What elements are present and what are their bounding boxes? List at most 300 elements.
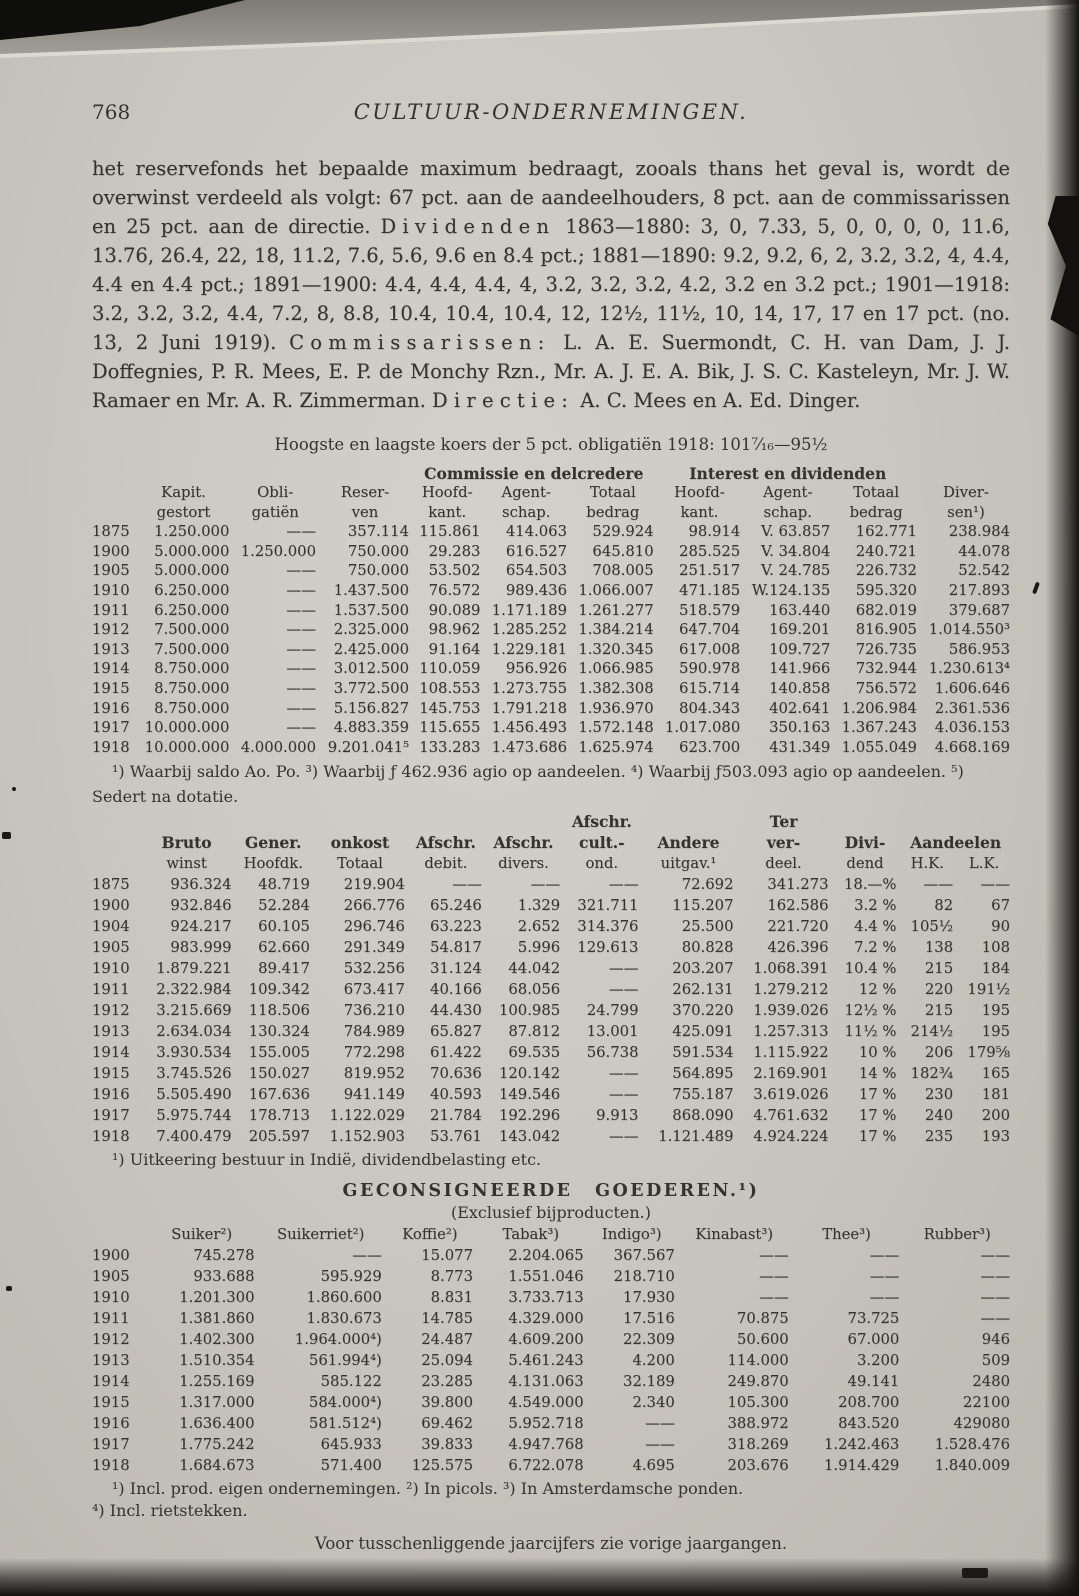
table-cell: 9.201.041⁵ <box>327 738 410 756</box>
table-cell: 143.042 <box>498 1128 561 1146</box>
table-cell: 249.870 <box>727 1373 789 1391</box>
table-cell: 203.676 <box>727 1457 789 1475</box>
table-cell: Kinabast³) <box>695 1226 774 1244</box>
table-cell: V. 24.785 <box>761 562 831 580</box>
table-cell: 1.320.345 <box>578 640 654 658</box>
table-cell: 2.169.901 <box>753 1065 829 1083</box>
table-cell: schap. <box>502 503 551 521</box>
profit-table-header <box>92 811 1010 874</box>
table-cell: Koffie²) <box>402 1226 458 1244</box>
table-cell: deel. <box>765 855 802 873</box>
table-cell: 1900 <box>92 542 130 560</box>
table-cell: 11½ % <box>844 1023 897 1041</box>
table-cell: debit. <box>424 855 468 873</box>
scan-speck <box>6 1286 12 1291</box>
table-cell: 732.944 <box>855 660 917 678</box>
table-cell: 1916 <box>92 1415 130 1433</box>
table-cell: 1911 <box>92 981 130 999</box>
table-cell: 10.4 % <box>844 960 897 978</box>
table-cell: 1.537.500 <box>333 601 410 619</box>
scan-speck <box>2 832 11 839</box>
table-cell: 414.063 <box>505 523 568 541</box>
table-cell: 1.964.000⁴) <box>294 1331 382 1349</box>
table-cell: 4.761.632 <box>753 1107 829 1125</box>
table-cell: 39.833 <box>421 1436 473 1454</box>
table-cell: 15.077 <box>421 1247 473 1265</box>
table-cell: 150.027 <box>248 1065 310 1083</box>
table-row <box>92 679 1010 699</box>
page-content <box>92 100 1010 1553</box>
table-cell: 69.535 <box>508 1044 561 1062</box>
table-cell: —— <box>980 1310 1010 1328</box>
table-cell: 65.827 <box>430 1023 482 1041</box>
table-cell: 1904 <box>92 918 130 936</box>
table-cell: —— <box>608 960 639 978</box>
table-cell: 750.000 <box>347 542 410 560</box>
table-row <box>92 640 1010 660</box>
table-cell: 1916 <box>92 1086 130 1104</box>
table-cell <box>92 811 137 832</box>
table-cell: Suikerriet²) <box>276 1226 365 1244</box>
table-cell <box>917 464 1010 484</box>
table-cell: 1918 <box>92 738 130 756</box>
table-cell: gestort <box>156 503 211 521</box>
table-cell: 5.000.000 <box>154 562 230 580</box>
table-cell: 1.936.970 <box>578 699 654 717</box>
table-cell: 115.207 <box>672 897 734 915</box>
table-cell: 772.298 <box>343 1044 405 1062</box>
table-cell: 3.619.026 <box>753 1086 829 1104</box>
table-cell: 616.527 <box>505 542 568 560</box>
table-row <box>92 1350 1010 1371</box>
table-cell: Tabak³) <box>502 1226 560 1244</box>
table-cell: 1.437.500 <box>333 582 410 600</box>
table-cell: 60.105 <box>258 918 310 936</box>
table-cell: Totaal <box>853 484 900 502</box>
table-cell: 56.738 <box>586 1044 639 1062</box>
table-cell: —— <box>980 1247 1010 1265</box>
table-cell: 6.250.000 <box>154 582 230 600</box>
table-cell: 40.593 <box>430 1086 482 1104</box>
table-cell: 8.831 <box>430 1289 473 1307</box>
table-row <box>92 1434 1010 1455</box>
table-cell: 3.200 <box>856 1352 900 1370</box>
table-cell: 1.572.148 <box>578 719 654 737</box>
table-cell: 40.166 <box>430 981 482 999</box>
table-cell: 219.904 <box>343 876 405 894</box>
table-cell: 115.655 <box>419 719 481 737</box>
table-cell: 240 <box>924 1107 954 1125</box>
table-row <box>92 1000 1010 1021</box>
table-cell: 4.000.000 <box>240 738 316 756</box>
paragraph-part-3: L. A. E. Suermondt, C. H. van Dam, J. J. Doffegnies, P. R. Mees, E. P. de Monchy Rzn., Mr. A. J. E. A. Bik, J. S. C. Kasteleyn, Mr. J. W. Ramaer en Mr. A. R. Zimmerman. <box>92 331 1010 412</box>
table-cell: W.124.135 <box>751 582 831 600</box>
table-cell: 321.711 <box>577 897 639 915</box>
table-cell: 17 % <box>858 1128 897 1146</box>
table-cell: ven <box>351 503 379 521</box>
table-cell: Diver- <box>943 484 989 502</box>
profit-table-body <box>92 874 1010 1147</box>
table-cell: 4.329.000 <box>508 1310 584 1328</box>
table-cell: 110.059 <box>419 660 481 678</box>
table-cell: 17.516 <box>623 1310 675 1328</box>
table-cell: 946 <box>981 1331 1010 1349</box>
dividenden-label: Dividenden <box>380 215 556 238</box>
table-cell: 291.349 <box>343 939 405 957</box>
table-row <box>92 916 1010 937</box>
table-cell: 357.114 <box>347 523 410 541</box>
table-cell: 7.400.479 <box>156 1128 232 1146</box>
table-cell: 318.269 <box>727 1436 789 1454</box>
table-cell: 67 <box>991 897 1010 915</box>
table-cell: kant. <box>680 503 719 521</box>
table-cell: 108.553 <box>419 680 481 698</box>
table-row <box>92 718 1010 738</box>
table-cell: schap. <box>763 503 812 521</box>
table-cell: H.K. <box>910 855 944 873</box>
table-cell: 192.296 <box>498 1107 561 1125</box>
table-cell: 471.185 <box>679 582 741 600</box>
table-cell: 2.361.536 <box>934 699 1010 717</box>
table-cell: —— <box>608 1086 639 1104</box>
table-row <box>92 503 1010 523</box>
table-cell: 1.791.218 <box>491 699 568 717</box>
table-cell: 52.542 <box>958 562 1010 580</box>
running-title: CULTUUR-ONDERNEMINGEN. <box>353 100 749 124</box>
table-cell: —— <box>923 876 954 894</box>
table-cell: 39.800 <box>421 1394 473 1412</box>
table-cell: 1.055.049 <box>841 738 917 756</box>
table-cell: 10 % <box>858 1044 897 1062</box>
table-cell: 149.546 <box>498 1086 561 1104</box>
table-cell: Hoofd- <box>421 484 473 502</box>
table-cell: 179⅝ <box>967 1044 1010 1062</box>
table-cell: —— <box>645 1436 675 1454</box>
table-cell: 169.201 <box>769 621 831 639</box>
table-cell: 1910 <box>92 960 130 978</box>
table-cell: kant. <box>428 503 467 521</box>
table-cell: Totaal <box>336 855 383 873</box>
table-cell: cult.- <box>579 833 625 853</box>
table-cell: 1918 <box>92 1457 130 1475</box>
table-cell: 2.652 <box>517 918 561 936</box>
table-cell <box>638 811 733 832</box>
table-cell: —— <box>759 1289 789 1307</box>
table-cell <box>829 811 897 832</box>
table-cell: 956.926 <box>505 660 568 678</box>
goods-table <box>92 1224 1010 1476</box>
table-row <box>92 958 1010 979</box>
table-row <box>92 738 1010 758</box>
table-cell: —— <box>645 1415 675 1433</box>
table-cell: 203.207 <box>672 960 734 978</box>
table-cell: —— <box>286 719 316 737</box>
table-row <box>92 1308 1010 1329</box>
table-row <box>92 659 1010 679</box>
table-row <box>92 522 1010 542</box>
table-cell: 70.875 <box>736 1310 789 1328</box>
table-cell: 141.966 <box>769 660 831 678</box>
table-cell: 1.257.313 <box>753 1023 829 1041</box>
table-cell: 1.317.000 <box>179 1394 255 1412</box>
table-cell: 1.066.007 <box>578 582 654 600</box>
table-row <box>92 464 1010 484</box>
table-cell: 63.223 <box>430 918 482 936</box>
table-cell: 118.506 <box>248 1002 310 1020</box>
table-cell: 133.283 <box>419 738 481 756</box>
table-cell: 2.425.000 <box>333 640 410 658</box>
table-cell: 1.939.026 <box>753 1002 829 1020</box>
table-cell: 1.384.214 <box>578 621 654 639</box>
table-cell: 8.750.000 <box>154 680 230 698</box>
table-cell: 1917 <box>92 1436 130 1454</box>
table-cell: 1900 <box>92 1247 130 1265</box>
table-cell: 1916 <box>92 699 130 717</box>
table-cell: 65.246 <box>430 897 482 915</box>
table-cell: 750.000 <box>347 562 410 580</box>
table-cell: 1915 <box>92 1065 130 1083</box>
table-cell: 12½ % <box>844 1002 897 1020</box>
table-cell: 4.036.153 <box>934 719 1010 737</box>
table-cell: 61.422 <box>430 1044 482 1062</box>
table-cell: 21.784 <box>430 1107 482 1125</box>
table-cell: Rubber³) <box>923 1226 991 1244</box>
table-cell: 1913 <box>92 640 130 658</box>
table-cell: 983.999 <box>170 939 232 957</box>
table-cell: 1.201.300 <box>179 1289 255 1307</box>
goods-section-title: GECONSIGNEERDE GOEDEREN.¹) <box>342 1181 760 1202</box>
table-cell: 5.461.243 <box>508 1352 584 1370</box>
table-cell: 115.861 <box>419 523 481 541</box>
table-cell: 13.001 <box>586 1023 639 1041</box>
table-cell <box>92 464 409 484</box>
table-cell: —— <box>869 1247 900 1265</box>
table-cell: —— <box>452 876 482 894</box>
table-cell: Suiker²) <box>171 1226 233 1244</box>
table-cell: 1.510.354 <box>179 1352 255 1370</box>
table-cell: Indigo³) <box>601 1226 662 1244</box>
table-cell: 617.008 <box>679 640 741 658</box>
table-cell: 5.952.718 <box>508 1415 584 1433</box>
table-row <box>92 542 1010 562</box>
table-row <box>92 895 1010 916</box>
table-cell: 48.719 <box>258 876 310 894</box>
table-cell: 22.309 <box>623 1331 675 1349</box>
table-cell: 1.528.476 <box>934 1436 1010 1454</box>
table-cell: 1917 <box>92 719 130 737</box>
table-cell: 3.772.500 <box>333 680 410 698</box>
table-row <box>92 483 1010 503</box>
table-cell: V. 34.804 <box>761 542 831 560</box>
table-cell: 1.775.242 <box>179 1436 255 1454</box>
goods-table-header <box>92 1224 1010 1245</box>
table-cell: 341.273 <box>767 876 829 894</box>
table-cell: 1.017.080 <box>664 719 741 737</box>
table-row <box>92 1126 1010 1147</box>
table-cell: 426.396 <box>767 939 829 957</box>
finance-table-body <box>92 522 1010 757</box>
table-cell: 17.930 <box>623 1289 675 1307</box>
table-cell: 90.089 <box>428 601 481 619</box>
table-cell: 1.206.984 <box>841 699 917 717</box>
table-cell: 191½ <box>967 981 1010 999</box>
table-row <box>92 1287 1010 1308</box>
table-cell: dend <box>846 855 884 873</box>
table-cell: 1.382.308 <box>578 680 654 698</box>
table-cell: 1.122.029 <box>329 1107 405 1125</box>
table-cell: Interest en dividenden <box>689 463 887 483</box>
table-cell: 9.913 <box>596 1107 639 1125</box>
table-cell: 1.606.646 <box>934 680 1010 698</box>
table-cell: 370.220 <box>672 1002 734 1020</box>
table-cell: 262.131 <box>672 981 734 999</box>
table-cell: 1.014.550³ <box>928 621 1010 639</box>
table-cell: 32.189 <box>623 1373 675 1391</box>
table-cell: Afschr. <box>571 812 632 832</box>
table-cell: 165 <box>981 1065 1010 1083</box>
table-cell <box>896 811 1010 832</box>
table-cell: 350.163 <box>769 719 831 737</box>
table-cell: 932.846 <box>170 897 232 915</box>
table-cell: 1914 <box>92 660 130 678</box>
table-cell: 162.771 <box>855 523 917 541</box>
table-cell: 1.402.300 <box>179 1331 255 1349</box>
table-cell: 109.727 <box>769 640 831 658</box>
table-cell: V. 63.857 <box>761 523 831 541</box>
table-cell: 1.914.429 <box>824 1457 900 1475</box>
table-cell: 1.261.277 <box>578 601 654 619</box>
paragraph-part-4: A. C. Mees en A. Ed. Dinger. <box>574 389 861 412</box>
table-cell <box>310 811 405 832</box>
table-cell: bedrag <box>586 503 640 521</box>
table-cell: 1.840.009 <box>934 1457 1010 1475</box>
table-cell: —— <box>608 981 639 999</box>
table-cell: 76.572 <box>428 582 481 600</box>
table-cell: —— <box>286 640 316 658</box>
table-cell: 1.152.903 <box>329 1128 405 1146</box>
table-cell: 425.091 <box>672 1023 734 1041</box>
scan-speck <box>1032 582 1040 595</box>
table-cell: 285.525 <box>679 542 741 560</box>
table-cell: —— <box>869 1268 900 1286</box>
table-cell: divers. <box>498 855 549 873</box>
table-cell: —— <box>286 562 316 580</box>
table-cell: 708.005 <box>592 562 654 580</box>
table-cell: uitgav.¹ <box>660 855 717 873</box>
table-cell: 5.000.000 <box>154 542 230 560</box>
table-cell: 1910 <box>92 582 130 600</box>
table-cell: —— <box>286 699 316 717</box>
table-cell: 69.462 <box>421 1415 473 1433</box>
table-cell: 645.810 <box>592 542 654 560</box>
profit-table <box>92 811 1010 1147</box>
table-cell: 4.549.000 <box>508 1394 584 1412</box>
table-cell: 155.005 <box>248 1044 310 1062</box>
table-cell: Thee³) <box>822 1226 871 1244</box>
goods-table-body <box>92 1245 1010 1476</box>
table-cell: 53.761 <box>430 1128 482 1146</box>
table-cell: 1.121.489 <box>658 1128 734 1146</box>
table-cell: 3.733.713 <box>508 1289 584 1307</box>
table-row <box>92 1329 1010 1350</box>
table-cell: 200 <box>981 1107 1010 1125</box>
table-cell: 726.735 <box>855 640 917 658</box>
table-cell: 67.000 <box>847 1331 900 1349</box>
table-cell: 1912 <box>92 621 130 639</box>
table-cell: 4.668.169 <box>934 738 1010 756</box>
table-row <box>92 620 1010 640</box>
table-cell: 215 <box>924 1002 954 1020</box>
table-cell: 4.200 <box>632 1352 675 1370</box>
table-cell: 1.068.391 <box>753 960 829 978</box>
table-cell: 2.325.000 <box>333 621 410 639</box>
table-cell: 163.440 <box>769 601 831 619</box>
table-cell: —— <box>869 1289 900 1307</box>
table-cell: 595.320 <box>855 582 917 600</box>
table-cell <box>92 1224 144 1245</box>
table-cell: —— <box>286 660 316 678</box>
table-cell: 235 <box>924 1128 954 1146</box>
bond-price-line: Hoogste en laagste koers der 5 pct. obligatiën 1918: 101⁷⁄₁₆—95½ <box>274 434 828 454</box>
table-cell: 4.131.063 <box>508 1373 584 1391</box>
table-cell: 591.534 <box>672 1044 734 1062</box>
table-row <box>92 1245 1010 1266</box>
table-cell <box>92 483 133 503</box>
table-cell: 50.600 <box>736 1331 789 1349</box>
table-cell: 230 <box>924 1086 954 1104</box>
table-cell: 1912 <box>92 1002 130 1020</box>
table-cell: 1.684.673 <box>179 1457 255 1475</box>
table-cell: 1.255.169 <box>179 1373 255 1391</box>
table-cell: 8.773 <box>430 1268 473 1286</box>
table-cell: 53.502 <box>428 562 481 580</box>
table-cell: —— <box>286 523 316 541</box>
table-cell: 1.367.243 <box>841 719 917 737</box>
table-cell: 7.500.000 <box>154 621 230 639</box>
table-cell: 518.579 <box>679 601 741 619</box>
table-cell: Afschr. <box>415 833 476 853</box>
table-cell: Reser- <box>340 484 390 502</box>
table-cell: 6.722.078 <box>508 1457 584 1475</box>
table-cell: gatiën <box>251 503 299 521</box>
table-cell: 532.256 <box>343 960 405 978</box>
table-cell: 2.322.984 <box>156 981 232 999</box>
table-cell: 429080 <box>953 1415 1010 1433</box>
table-cell: 1911 <box>92 1310 130 1328</box>
table-cell: 87.812 <box>508 1023 561 1041</box>
table-cell: 18.—% <box>844 876 897 894</box>
table-cell: 584.000⁴) <box>308 1394 382 1412</box>
table-cell: 1.551.046 <box>508 1268 584 1286</box>
table-cell: 1.636.400 <box>179 1415 255 1433</box>
table-cell: 221.720 <box>767 918 829 936</box>
table-cell: 561.994⁴) <box>308 1352 382 1370</box>
table-cell: ver- <box>766 833 801 853</box>
table-cell: 238.984 <box>948 523 1010 541</box>
table-cell: 17 % <box>858 1107 897 1125</box>
table-cell: 1912 <box>92 1331 130 1349</box>
table-cell: 1913 <box>92 1023 130 1041</box>
goods-section-subtitle: (Exclusief bijproducten.) <box>450 1203 651 1223</box>
table-cell: 208.700 <box>838 1394 900 1412</box>
table-cell: 623.700 <box>679 738 741 756</box>
table-cell: winst <box>166 855 207 873</box>
table-cell: 1.250.000 <box>240 542 316 560</box>
table-cell: 10.000.000 <box>144 738 230 756</box>
table-row <box>92 1266 1010 1287</box>
table-cell: bedrag <box>849 503 903 521</box>
table-cell: 868.090 <box>672 1107 734 1125</box>
